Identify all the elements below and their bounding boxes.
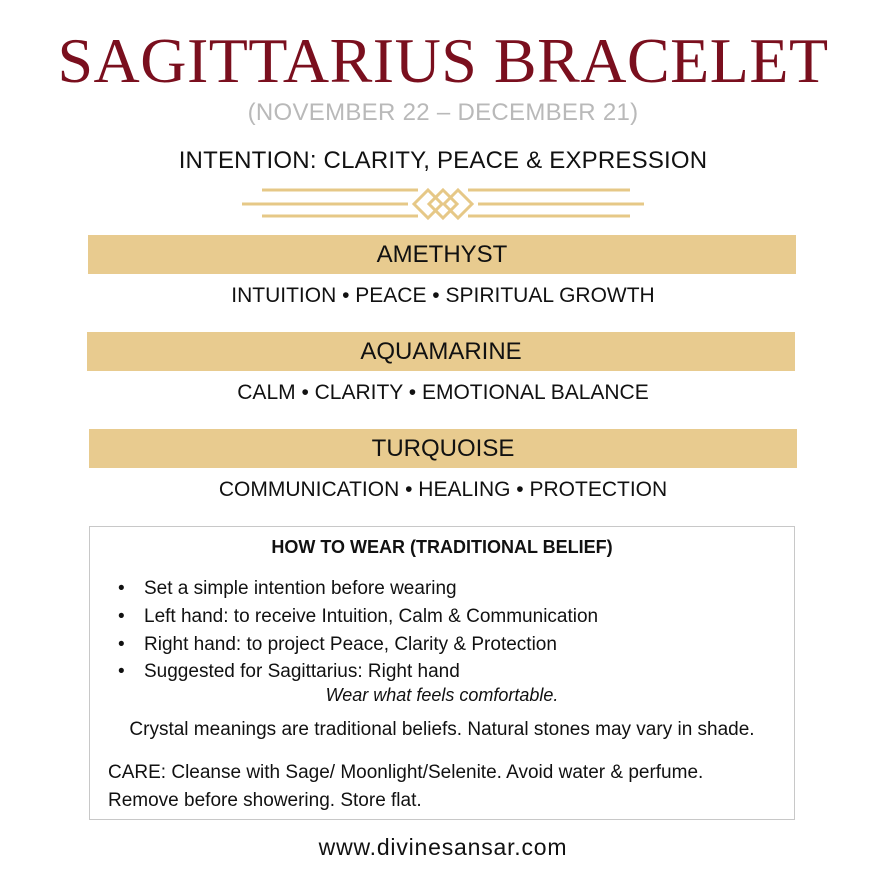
stone-properties-aquamarine: CALM • CLARITY • EMOTIONAL BALANCE (237, 381, 649, 404)
disclaimer-text: Crystal meanings are traditional beliefs. Natural stones may vary in shade. (129, 719, 755, 740)
list-item: • Set a simple intention before wearing (114, 575, 598, 603)
bullet-icon: • (118, 633, 125, 655)
care-instructions (108, 759, 778, 815)
how-to-wear-heading: HOW TO WEAR (TRADITIONAL BELIEF) (271, 537, 613, 557)
list-item: • Right hand: to project Peace, Clarity & Protection (114, 631, 598, 659)
how-to-wear-box (89, 526, 795, 820)
how-to-wear-list (114, 575, 598, 686)
comfort-note: Wear what feels comfortable. (325, 685, 559, 705)
bullet-icon: • (118, 661, 125, 683)
stone-band-turquoise: TURQUOISE (89, 429, 797, 468)
bullet-icon: • (118, 578, 125, 599)
divider-ornament-icon (240, 184, 646, 224)
list-item: • Suggested for Sagittarius: Right hand (114, 658, 598, 686)
date-range: (NOVEMBER 22 – DECEMBER 21) (247, 99, 639, 126)
stone-band-aquamarine: AQUAMARINE (87, 332, 795, 371)
stone-properties-amethyst: INTUITION • PEACE • SPIRITUAL GROWTH (231, 284, 655, 307)
stone-band-amethyst: AMETHYST (88, 235, 796, 274)
care-line-2: Remove before showering. Store flat. (108, 790, 422, 811)
list-item: • Left hand: to receive Intuition, Calm & Communication (114, 603, 598, 631)
page-title: SAGITTARIUS BRACELET (57, 25, 829, 96)
intention-line: INTENTION: CLARITY, PEACE & EXPRESSION (178, 147, 708, 174)
stone-properties-turquoise: COMMUNICATION • HEALING • PROTECTION (218, 478, 668, 501)
bullet-icon: • (118, 605, 125, 627)
website-url: www.divinesansar.com (318, 834, 568, 860)
care-line-1: CARE: Cleanse with Sage/ Moonlight/Selenite. Avoid water & perfume. (108, 762, 704, 783)
